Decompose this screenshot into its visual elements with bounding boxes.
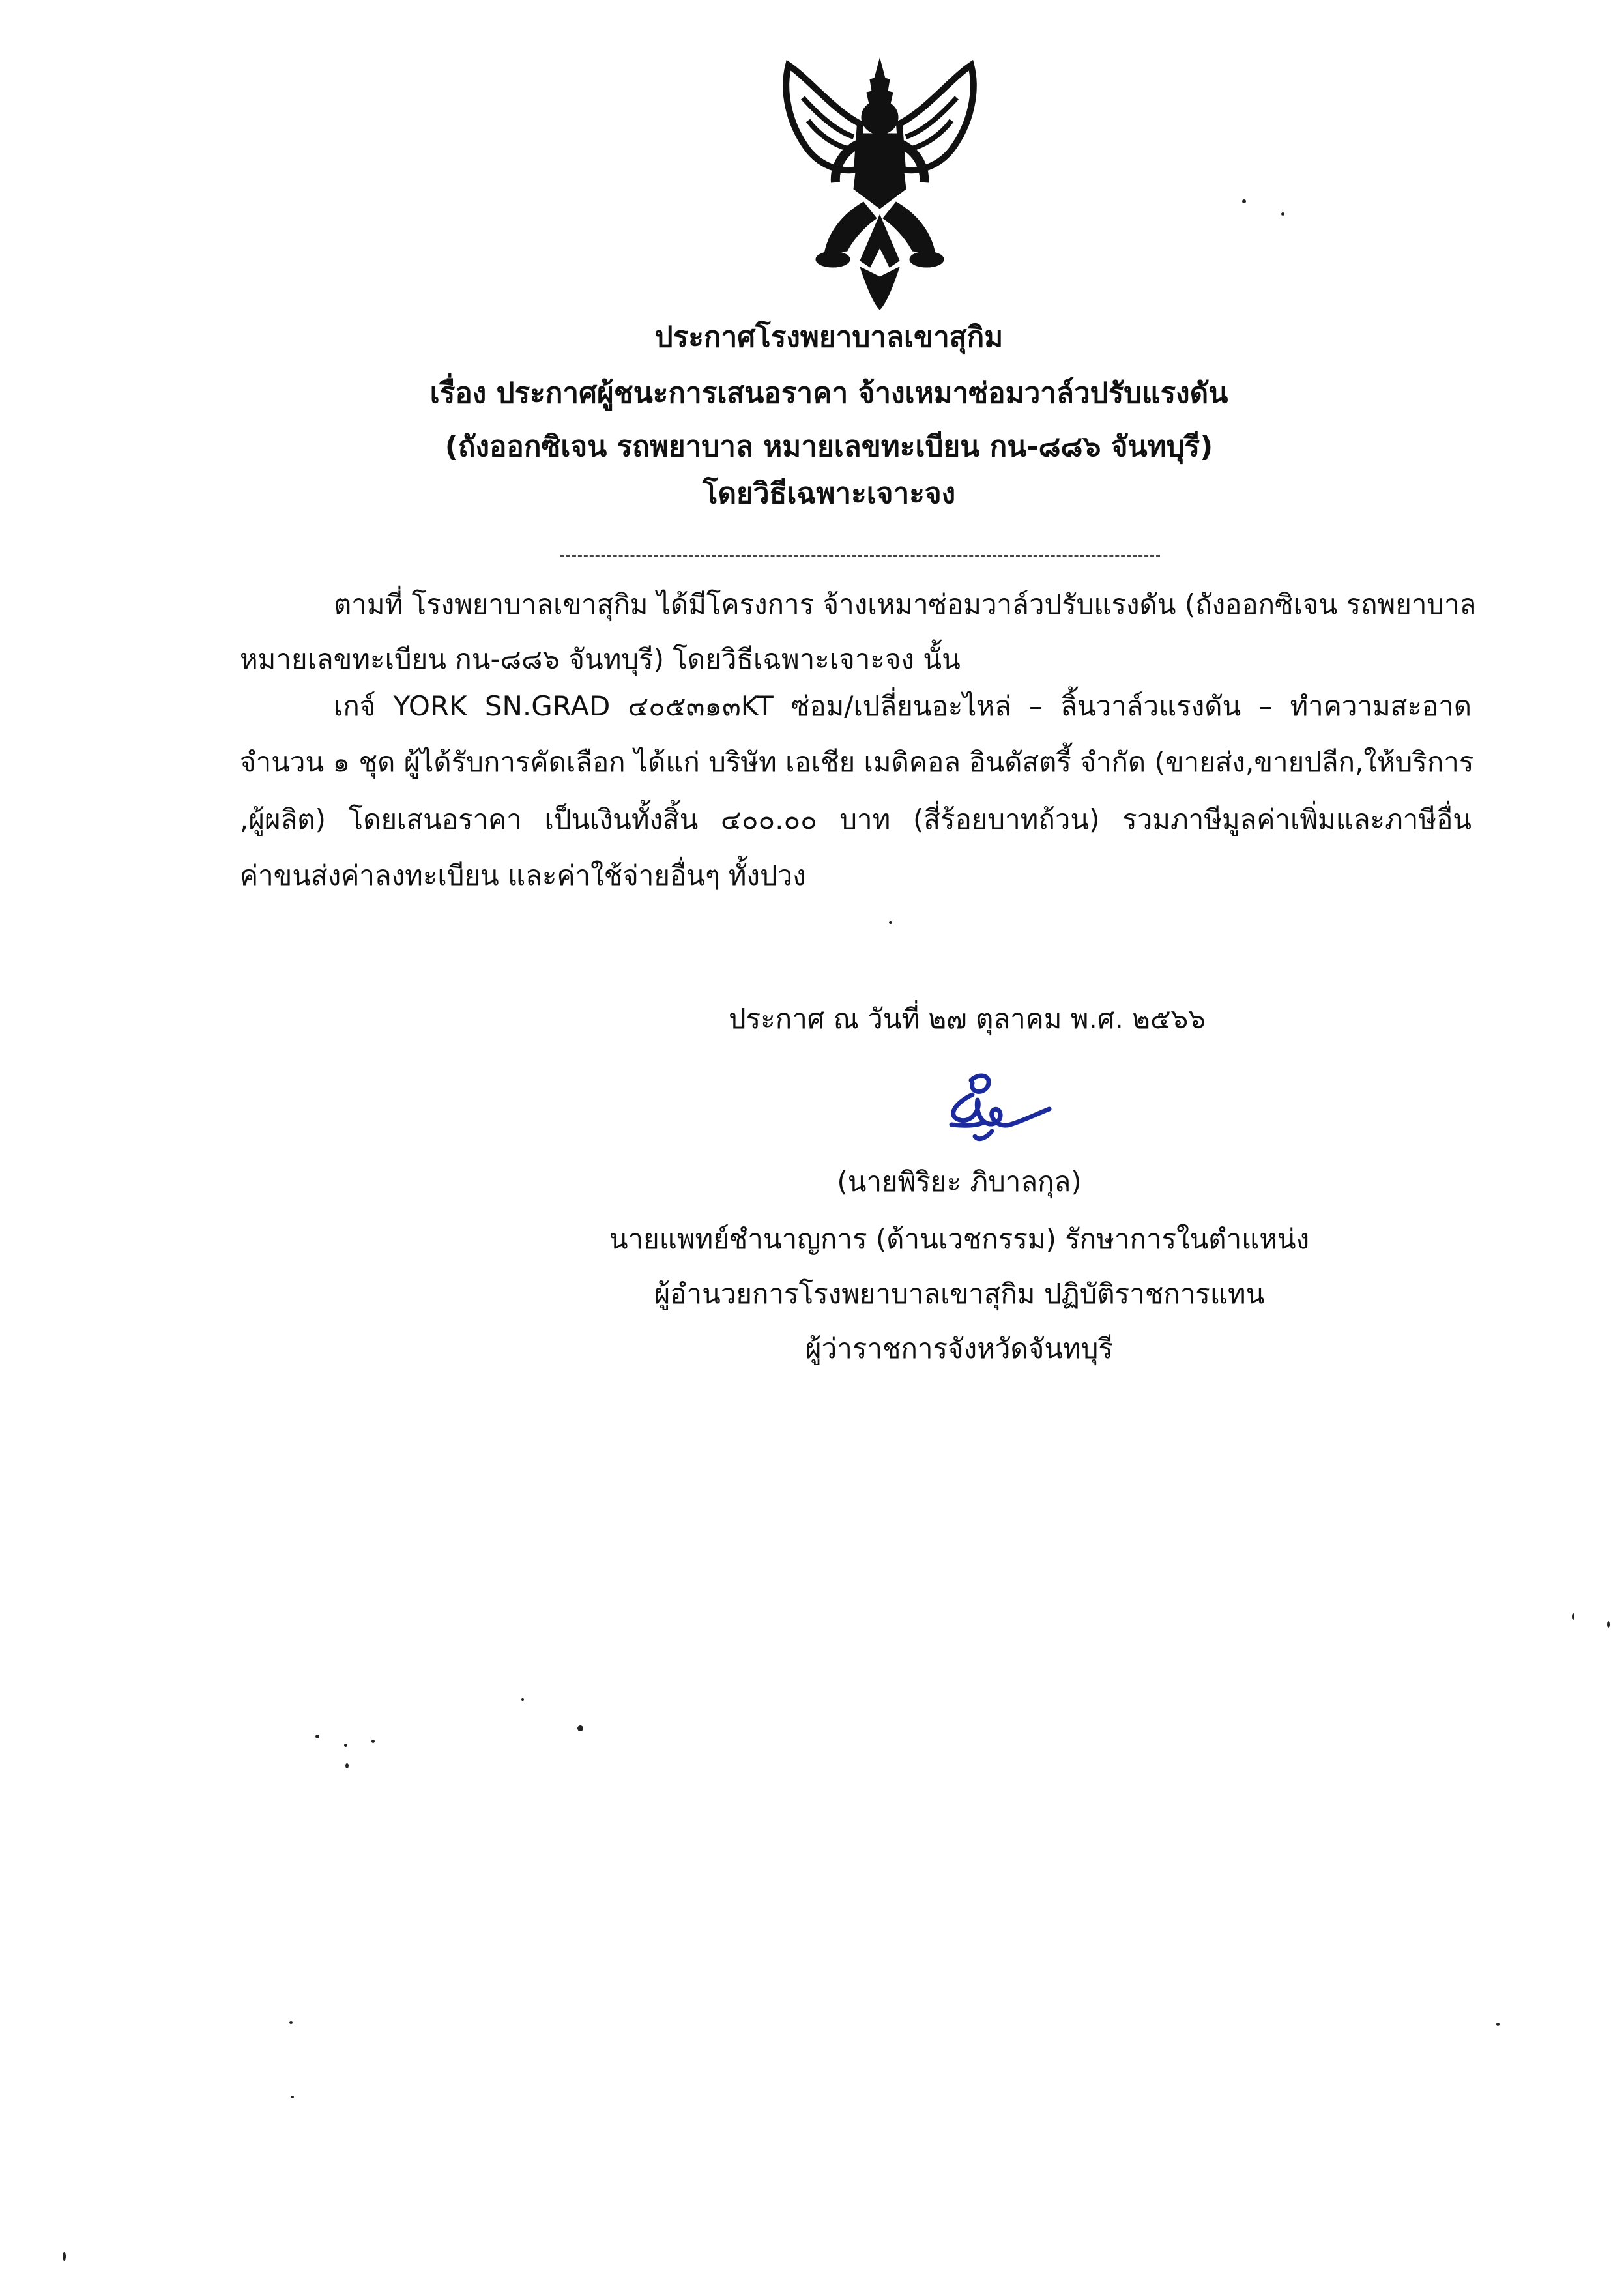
- scan-speck: [63, 2252, 66, 2261]
- announcement-subject: เรื่อง ประกาศผู้ชนะการเสนอราคา จ้างเหมาซ่อมวาล์วปรับแรงดัน: [429, 377, 1228, 410]
- scan-speck: [291, 2096, 294, 2098]
- scan-speck: [1242, 199, 1246, 203]
- scan-speck: [1281, 212, 1284, 216]
- scan-speck: [521, 1698, 524, 1701]
- signatory-position-3: ผู้ว่าราชการจังหวัดจันทบุรี: [805, 1333, 1113, 1364]
- paragraph-2-line-1: เกจ์ YORK SN.GRAD ๔๐๕๓๑๓KT ซ่อม/เปลี่ยนอะไหล่ – ลิ้นวาล์วแรงดัน – ทำความสะอาด: [334, 690, 1472, 722]
- signatory-name: (นายพิริยะ ภิบาลกุล): [837, 1166, 1082, 1198]
- signatory-position-2: ผู้อำนวยการโรงพยาบาลเขาสุกิม ปฏิบัติราชการแทน: [654, 1278, 1265, 1310]
- paragraph-1-line-2: หมายเลขทะเบียน กน-๘๘๖ จันทบุรี) โดยวิธีเฉพาะเจาะจง นั้น: [240, 643, 961, 675]
- scan-speck: [371, 1740, 375, 1743]
- paragraph-2-line-3: ,ผู้ผลิต) โดยเสนอราคา เป็นเงินทั้งสิ้น ๔๐๐.๐๐ บาท (สี่ร้อยบาทถ้วน) รวมภาษีมูลค่าเพิ่มและภาษีอื่น: [240, 803, 1472, 835]
- scan-speck: [1607, 1621, 1610, 1628]
- handwritten-signature: [932, 1069, 1062, 1147]
- scan-speck: [289, 2021, 293, 2024]
- announcement-date: ประกาศ ณ วันที่ ๒๗ ตุลาคม พ.ศ. ๒๕๖๖: [729, 1003, 1206, 1035]
- scan-speck: [345, 1763, 349, 1768]
- scan-speck: [1496, 2023, 1500, 2026]
- paragraph-1-line-1: ตามที่ โรงพยาบาลเขาสุกิม ได้มีโครงการ จ้างเหมาซ่อมวาล์วปรับแรงดัน (ถังออกซิเจน รถพยาบาล: [334, 588, 1477, 620]
- scan-speck: [344, 1744, 347, 1747]
- announcement-subject-detail: (ถังออกซิเจน รถพยาบาล หมายเลขทะเบียน กน-๘๘๖ จันทบุรี): [444, 430, 1213, 463]
- garuda-emblem-icon: [762, 52, 997, 313]
- scan-speck: [315, 1735, 319, 1738]
- scan-speck: [889, 921, 892, 924]
- scan-speck: [1572, 1613, 1574, 1620]
- paragraph-2-line-2: จำนวน ๑ ชุด ผู้ได้รับการคัดเลือก ได้แก่ บริษัท เอเชีย เมดิคอล อินดัสตรี้ จำกัด (ขายส่ง,ขายปลีก,ให้บริการ: [240, 746, 1474, 778]
- header-divider: [560, 555, 1160, 557]
- procurement-method: โดยวิธีเฉพาะเจาะจง: [702, 477, 956, 510]
- signatory-position-1: นายแพทย์ชำนาญการ (ด้านเวชกรรม) รักษาการในตำแหน่ง: [609, 1223, 1310, 1255]
- scan-speck: [577, 1725, 583, 1731]
- paragraph-2-line-4: ค่าขนส่งค่าลงทะเบียน และค่าใช้จ่ายอื่นๆ ทั้งปวง: [240, 859, 806, 891]
- announcement-issuer: ประกาศโรงพยาบาลเขาสุกิม: [654, 321, 1004, 354]
